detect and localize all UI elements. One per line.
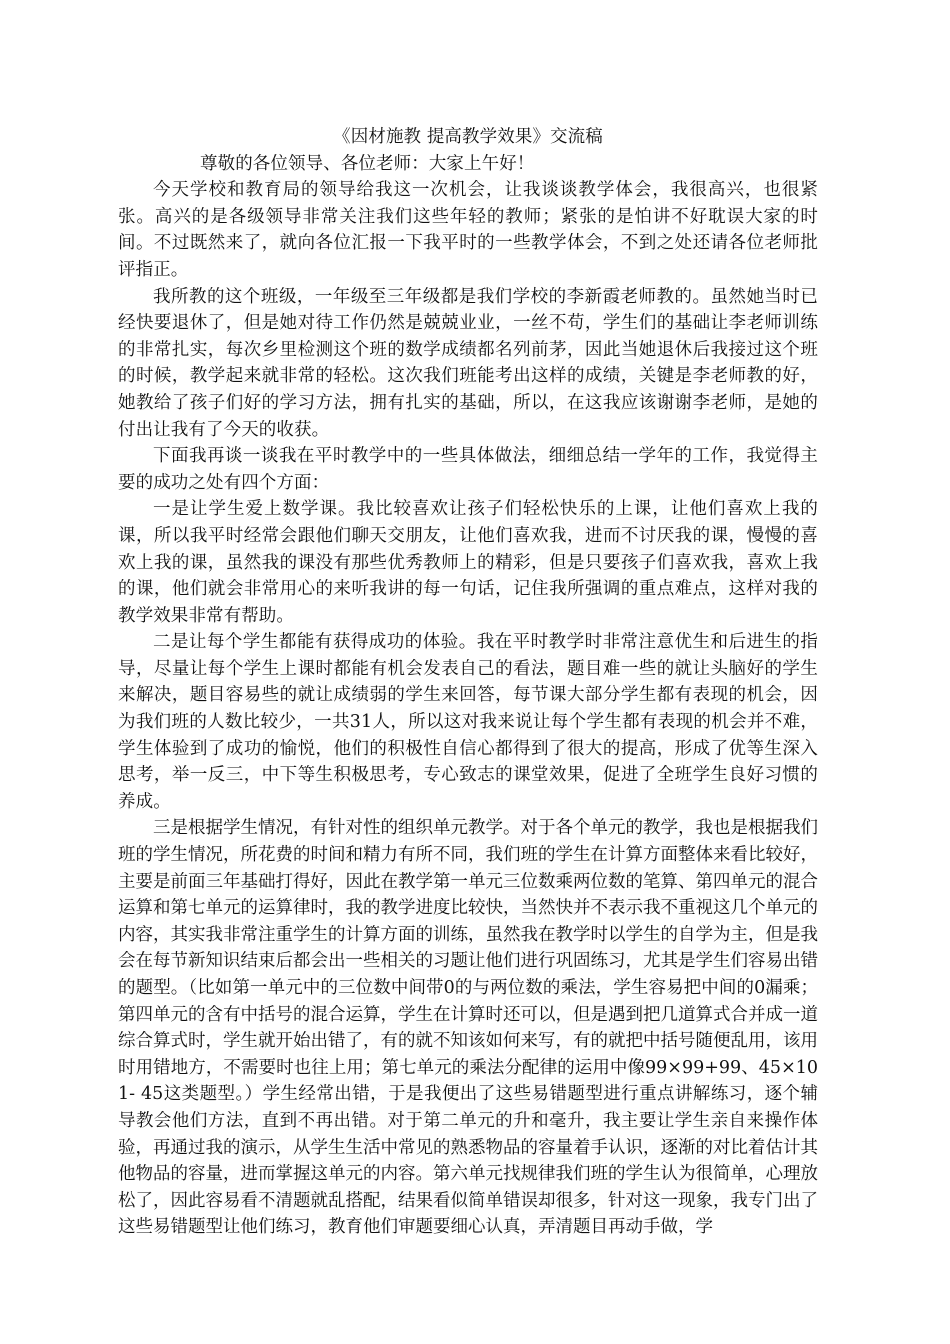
- paragraph-point-two: 二是让每个学生都能有获得成功的体验。我在平时教学时非常注意优生和后进生的指导，尽量让每个学生上课时都能有机会发表自己的看法，题目难一些的就让头脑好的学生来解决，题目容易些的就让成绩弱的学生来回答，每节课大部分学生都有表现的机会，因为我们班的人数比较少，一共31人，所以这对我来说让每个学生都有表现的机会并不难，学生体验到了成功的愉悦，他们的积极性自信心都得到了很大的提高，形成了优等生深入思考，举一反三，中下等生积极思考，专心致志的课堂效果，促进了全班学生良好习惯的养成。: [118, 632, 818, 812]
- paragraph-class-background: 我所教的这个班级，一年级至三年级都是我们学校的李新霞老师教的。虽然她当时已经快要退休了，但是她对待工作仍然是兢兢业业，一丝不苟，学生们的基础让李老师训练的非常扎实，每次乡里检测这个班的数学成绩都名列前茅，因此当她退休后我接过这个班的时候，教学起来就非常的轻松。这次我们班能考出这样的成绩，关键是李老师教的好，她教给了孩子们好的学习方法，拥有扎实的基础，所以，在这我应该谢谢李老师，是她的付出让我有了今天的收获。: [118, 286, 818, 440]
- document-title: 《因材施教 提高教学效果》交流稿: [333, 127, 603, 147]
- paragraph-intro: 今天学校和教育局的领导给我这一次机会，让我谈谈教学体会，我很高兴，也很紧张。高兴的是各级领导非常关注我们这些年轻的教师；紧张的是怕讲不好耽误大家的时间。不过既然来了，就向各位汇报一下我平时的一些教学体会，不到之处还请各位老师批评指正。: [118, 180, 818, 280]
- paragraph-methods-intro: 下面我再谈一谈我在平时教学中的一些具体做法，细细总结一学年的工作，我觉得主要的成功之处有四个方面：: [118, 446, 818, 493]
- greeting-line: 尊敬的各位领导、各位老师：大家上午好！: [200, 153, 535, 174]
- paragraph-point-three: 三是根据学生情况，有针对性的组织单元教学。对于各个单元的教学，我也是根据我们班的学生情况，所花费的时间和精力有所不同，我们班的学生在计算方面整体来看比较好，主要是前面三年基础打得好，因此在教学第一单元三位数乘两位数的笔算、第四单元的混合运算和第七单元的运算律时，我的教学进度比较快，当然快并不表示我不重视这几个单元的内容，其实我非常注重学生的计算方面的训练，虽然我在教学时以学生的自学为主，但是我会在每节新知识结束后都会出一些相关的习题让他们进行巩固练习，尤其是学生们容易出错的题型。（比如第一单元中的三位数中间带0的与两位数的乘法，学生容易把中间的0漏乘；第四单元的含有中括号的混合运算，学生在计算时还可以，但是遇到把几道算式合并成一道综合算式时，学生就开始出错了，有的就不知该如何来写，有的就把中括号随便乱用，该用时用错地方，不需要时也往上用；第七单元的乘法分配律的运用中像99×99+99、45×101- 45这类题型。）学生经常出错，于是我便出了这些易错题型进行重点讲解练习，逐个辅导教会他们方法，直到不再出错。对于第二单元的升和毫升，我主要让学生亲自来操作体验，再通过我的演示，从学生生活中常见的熟悉物品的容量着手认识，逐渐的对比着估计其他物品的容量，进而掌握这单元的内容。第六单元找规律我们班的学生认为很简单，心理放松了，因此容易看不清题就乱搭配，结果看似简单错误却很多，针对这一现象，我专门出了这些易错题型让他们练习，教育他们审题要细心认真，弄清题目再动手做，学: [118, 818, 818, 1238]
- paragraph-point-one: 一是让学生爱上数学课。我比较喜欢让孩子们轻松快乐的上课，让他们喜欢上我的课，所以我平时经常会跟他们聊天交朋友，让他们喜欢我，进而不讨厌我的课，慢慢的喜欢上我的课，虽然我的课没有那些优秀教师上的精彩，但是只要孩子们喜欢我，喜欢上我的课，他们就会非常用心的来听我讲的每一句话，记住我所强调的重点难点，这样对我的教学效果非常有帮助。: [118, 499, 818, 626]
- document-body: [118, 124, 818, 1241]
